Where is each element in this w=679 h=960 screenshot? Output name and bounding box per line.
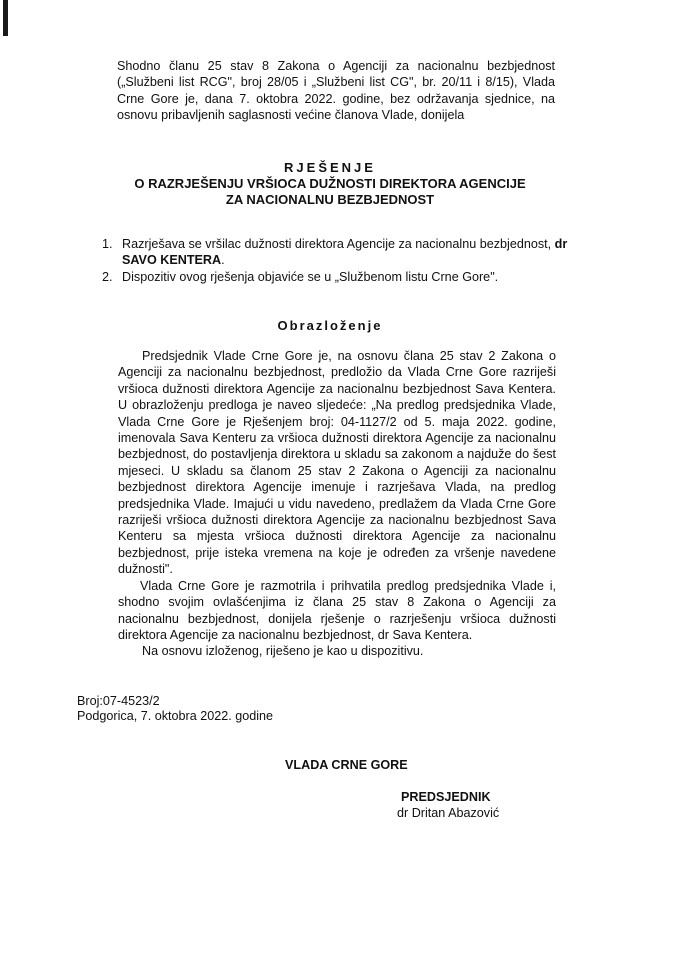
document-number: Broj:07-4523/2 [77, 694, 160, 708]
dispositive-item-end: . [221, 253, 225, 268]
issuing-authority: VLADA CRNE GORE [285, 758, 408, 772]
intro-paragraph: Shodno članu 25 stav 8 Zakona o Agenciji za nacionalnu bezbjednost („Službeni list RCG", broj 28/05 i „Službeni list CG", br. 20/11 i 8/15), Vlada Crne Gore je, dana 7. oktobra 2022. godine, bez održavanja sjednice, na osnovu pribavljenih saglasnosti većine članova Vlade, donijela [117, 59, 555, 123]
dispositive-item-text: Razrješava se vršilac dužnosti direktora Agencije za nacionalnu bezbjednost, [122, 237, 555, 251]
reference-block [77, 694, 377, 724]
reasoning-heading: Obrazloženje [277, 318, 383, 333]
place-date: Podgorica, 7. oktobra 2022. godine [77, 709, 274, 723]
reasoning-paragraph: Vlada Crne Gore je razmotrila i prihvatila predlog predsjednika Vlade i, shodno svojim ovlašćenjima iz člana 25 stav 8 Zakona o Agenciji za nacionalnu bezbjednost, donijela rješenje o razrješenju vršioca dužnosti direktora Agencije za nacionalnu bezbjednost, dr Sava Kentera. [118, 578, 556, 642]
reasoning-body [118, 348, 556, 660]
decision-subtitle-line2: ZA NACIONALNU BEZBJEDNOST [225, 192, 435, 207]
reasoning-paragraph: Na osnovu izloženog, riješeno je kao u dispozitivu. [142, 644, 424, 659]
dispositive-item-bold: dr SAVO KENTERA [122, 237, 568, 268]
dispositive-item [116, 269, 578, 285]
dispositive-item [116, 236, 578, 269]
dispositive-list [92, 236, 578, 285]
decision-title: RJEŠENJE [284, 160, 376, 175]
dispositive-item-text: Dispozitiv ovog rješenja objaviće se u „Službenom listu Crne Gore". [122, 269, 499, 284]
decision-subtitle-line1: O RAZRJEŠENJU VRŠIOCA DUŽNOSTI DIREKTORA AGENCIJE [134, 176, 526, 191]
scan-edge-mark [3, 0, 8, 36]
signatory-title: PREDSJEDNIK [401, 790, 491, 804]
reasoning-paragraph: Predsjednik Vlade Crne Gore je, na osnovu člana 25 stav 2 Zakona o Agenciji za nacionalnu bezbjednost, predložio da Vlada Crne Gore razriješi vršioca dužnosti direktora Agencije za nacionalnu bezbjednost Sava Kentera. U obrazloženju predloga je naveo sljedeće: „Na predlog predsjednika Vlade, Vlada Crne Gore je Rješenjem broj: 04-1127/2 od 5. maja 2022. godine, imenovala Sava Kenteru za vršioca dužnosti direktora Agencije za nacionalnu bezbjednost, do postavljenja direktora u skladu sa zakonom a najduže do šest mjeseci. U skladu sa članom 25 stav 2 Zakona o Agenciji za nacionalnu bezbjednost direktora Agencije imenuje i razrješava Vlada, na predlog predsjednika Vlade. Imajući u vidu navedeno, predlažem da Vlada Crne Gore razriješi vršioca dužnosti direktora Agencije za nacionalnu bezbjednost Sava Kenteru sa mjesta vršioca dužnosti direktora Agencije za nacionalnu bezbjednost, prije isteka vremena na koje je određen za vršenje navedene dužnosti". [118, 349, 556, 577]
signatory-name: dr Dritan Abazović [397, 806, 500, 820]
